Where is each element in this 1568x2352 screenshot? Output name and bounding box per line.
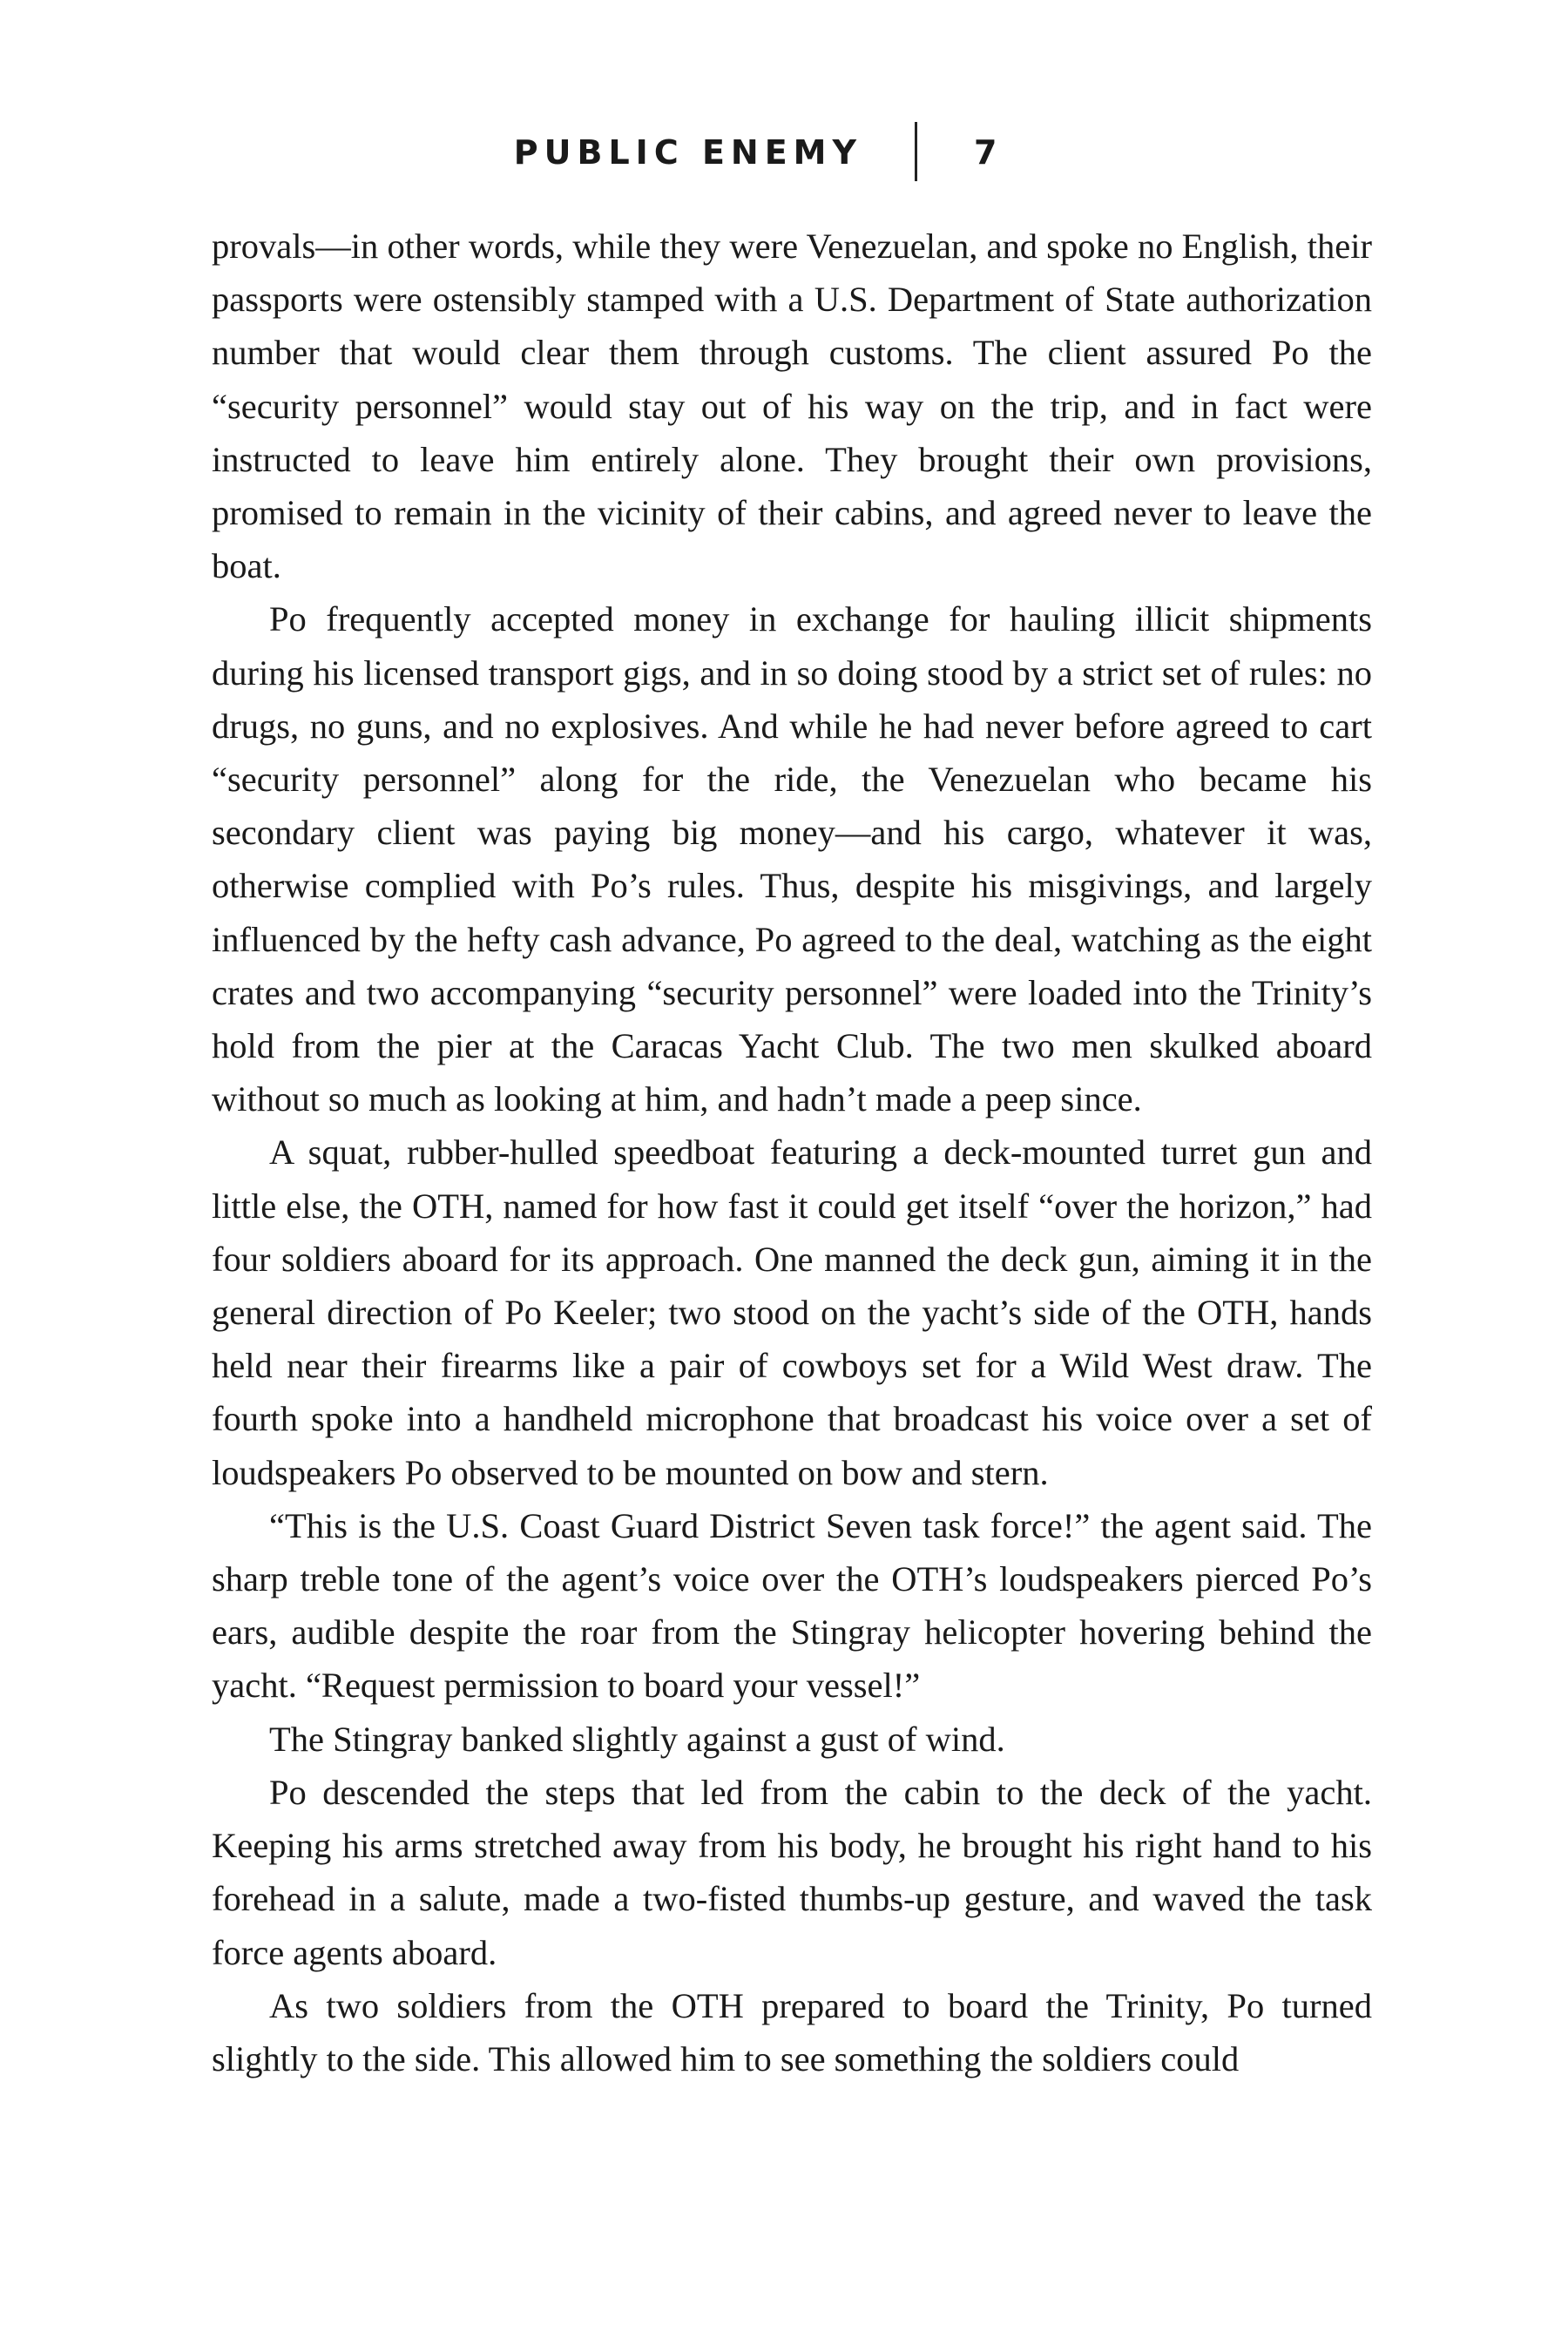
page-number: 7 [974,133,997,172]
running-head [0,122,1568,183]
paragraph: The Stingray banked slightly against a gust of wind. [269,1719,1005,1759]
paragraph: As two soldiers from the OTH prepared to board the Trinity, Po turned slightly to the side. This allowed him to see something the soldiers could [212,1985,1372,2078]
paragraph: provals—in other words, while they were Venezuelan, and spoke no English, their passports were ostensibly stamped with a U.S. Department of State authorization number that would clear them through customs. The client assured Po the “security personnel” would stay out of his way on the trip, and in fact were instructed to leave him entirely alone. They brought their own provisions, promised to remain in the vicinity of their cabins, and agreed never to leave the boat. [212,226,1372,586]
paragraph: Po descended the steps that led from the cabin to the deck of the yacht. Keeping his arms stretched away from his body, he brought his right hand to his forehead in a salute, made a two-fisted thumbs-up gesture, and waved the task force agents aboard. [212,1772,1372,1972]
body-text [212,220,1372,2085]
running-title: PUBLIC ENEMY [513,133,862,172]
paragraph: “This is the U.S. Coast Guard District Seven task force!” the agent said. The sharp treble tone of the agent’s voice over the OTH’s loudspeakers pierced Po’s ears, audible despite the roar from the Stingray helicopter hovering behind the yacht. “Request permission to board your vessel!” [212,1505,1372,1706]
header-divider [915,122,917,181]
paragraph: Po frequently accepted money in exchange for hauling illicit shipments during his licensed transport gigs, and in so doing stood by a strict set of rules: no drugs, no guns, and no explosives. And while he had never before agreed to cart “security personnel” along for the ride, the Venezuelan who became his secondary client was paying big money—and his cargo, whatever it was, otherwise complied with Po’s rules. Thus, despite his misgivings, and largely influenced by the hefty cash advance, Po agreed to the deal, watching as the eight crates and two accompanying “security personnel” were loaded into the Trinity’s hold from the pier at the Caracas Yacht Club. The two men skulked aboard without so much as looking at him, and hadn’t made a peep since. [212,599,1372,1119]
paragraph: A squat, rubber-hulled speedboat featuring a deck-mounted turret gun and little else, the OTH, named for how fast it could get itself “over the horizon,” had four soldiers aboard for its approach. One manned the deck gun, aiming it in the general direction of Po Keeler; two stood on the yacht’s side of the OTH, hands held near their firearms like a pair of cowboys set for a Wild West draw. The fourth spoke into a handheld microphone that broadcast his voice over a set of loudspeakers Po observed to be mounted on bow and stern. [212,1132,1372,1492]
